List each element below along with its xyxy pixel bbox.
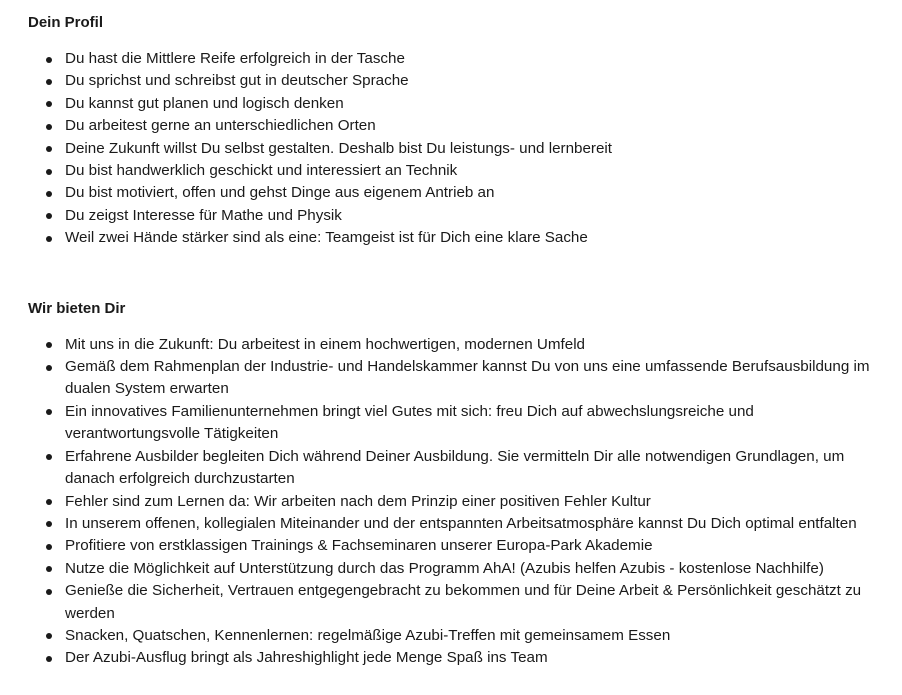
profile-list-item: Du zeigst Interesse für Mathe und Physik: [65, 205, 878, 227]
offer-list-item: Mit uns in die Zukunft: Du arbeitest in einem hochwertigen, modernen Umfeld: [65, 334, 878, 356]
offer-list-item: Der Azubi-Ausflug bringt als Jahreshighlight jede Menge Spaß ins Team: [65, 647, 878, 669]
offer-list-item: Erfahrene Ausbilder begleiten Dich während Deiner Ausbildung. Sie vermitteln Dir alle notwendigen Grundlagen, um danach erfolgreich durchzustarten: [65, 446, 878, 491]
offer-list-item: Genieße die Sicherheit, Vertrauen entgegengebracht zu bekommen und für Deine Arbeit & Persönlichkeit geschätzt zu werden: [65, 580, 878, 625]
profile-list-item: Du bist motiviert, offen und gehst Dinge aus eigenem Antrieb an: [65, 182, 878, 204]
profile-list-item: Du sprichst und schreibst gut in deutscher Sprache: [65, 70, 878, 92]
profile-list-item: Du hast die Mittlere Reife erfolgreich in der Tasche: [65, 48, 878, 70]
offer-list-item: Fehler sind zum Lernen da: Wir arbeiten nach dem Prinzip einer positiven Fehler Kultur: [65, 491, 878, 513]
profile-list-item: Du bist handwerklich geschickt und interessiert an Technik: [65, 160, 878, 182]
offer-list: [28, 334, 878, 670]
profile-list: [28, 48, 878, 250]
offer-list-item: Snacken, Quatschen, Kennenlernen: regelmäßige Azubi-Treffen mit gemeinsamem Essen: [65, 625, 878, 647]
offer-list-item: Nutze die Möglichkeit auf Unterstützung durch das Programm AhA! (Azubis helfen Azubis - kostenlose Nachhilfe): [65, 558, 878, 580]
profile-list-item: Du arbeitest gerne an unterschiedlichen Orten: [65, 115, 878, 137]
profile-list-item: Du kannst gut planen und logisch denken: [65, 93, 878, 115]
profile-list-item: Weil zwei Hände stärker sind als eine: Teamgeist ist für Dich eine klare Sache: [65, 227, 878, 249]
profile-list-item: Deine Zukunft willst Du selbst gestalten. Deshalb bist Du leistungs- und lernbereit: [65, 138, 878, 160]
offer-list-item: Profitiere von erstklassigen Trainings & Fachseminaren unserer Europa-Park Akademie: [65, 535, 878, 557]
offer-list-item: Gemäß dem Rahmenplan der Industrie- und Handelskammer kannst Du von uns eine umfassende Berufsausbildung im dualen System erwarten: [65, 356, 878, 401]
offer-list-item: Ein innovatives Familienunternehmen bringt viel Gutes mit sich: freu Dich auf abwechslungsreiche und verantwortungsvolle Tätigkeiten: [65, 401, 878, 446]
offer-list-item: In unserem offenen, kollegialen Miteinander und der entspannten Arbeitsatmosphäre kannst Du Dich optimal entfalten: [65, 513, 878, 535]
offer-heading: Wir bieten Dir: [28, 299, 126, 317]
profile-heading: Dein Profil: [28, 14, 104, 31]
